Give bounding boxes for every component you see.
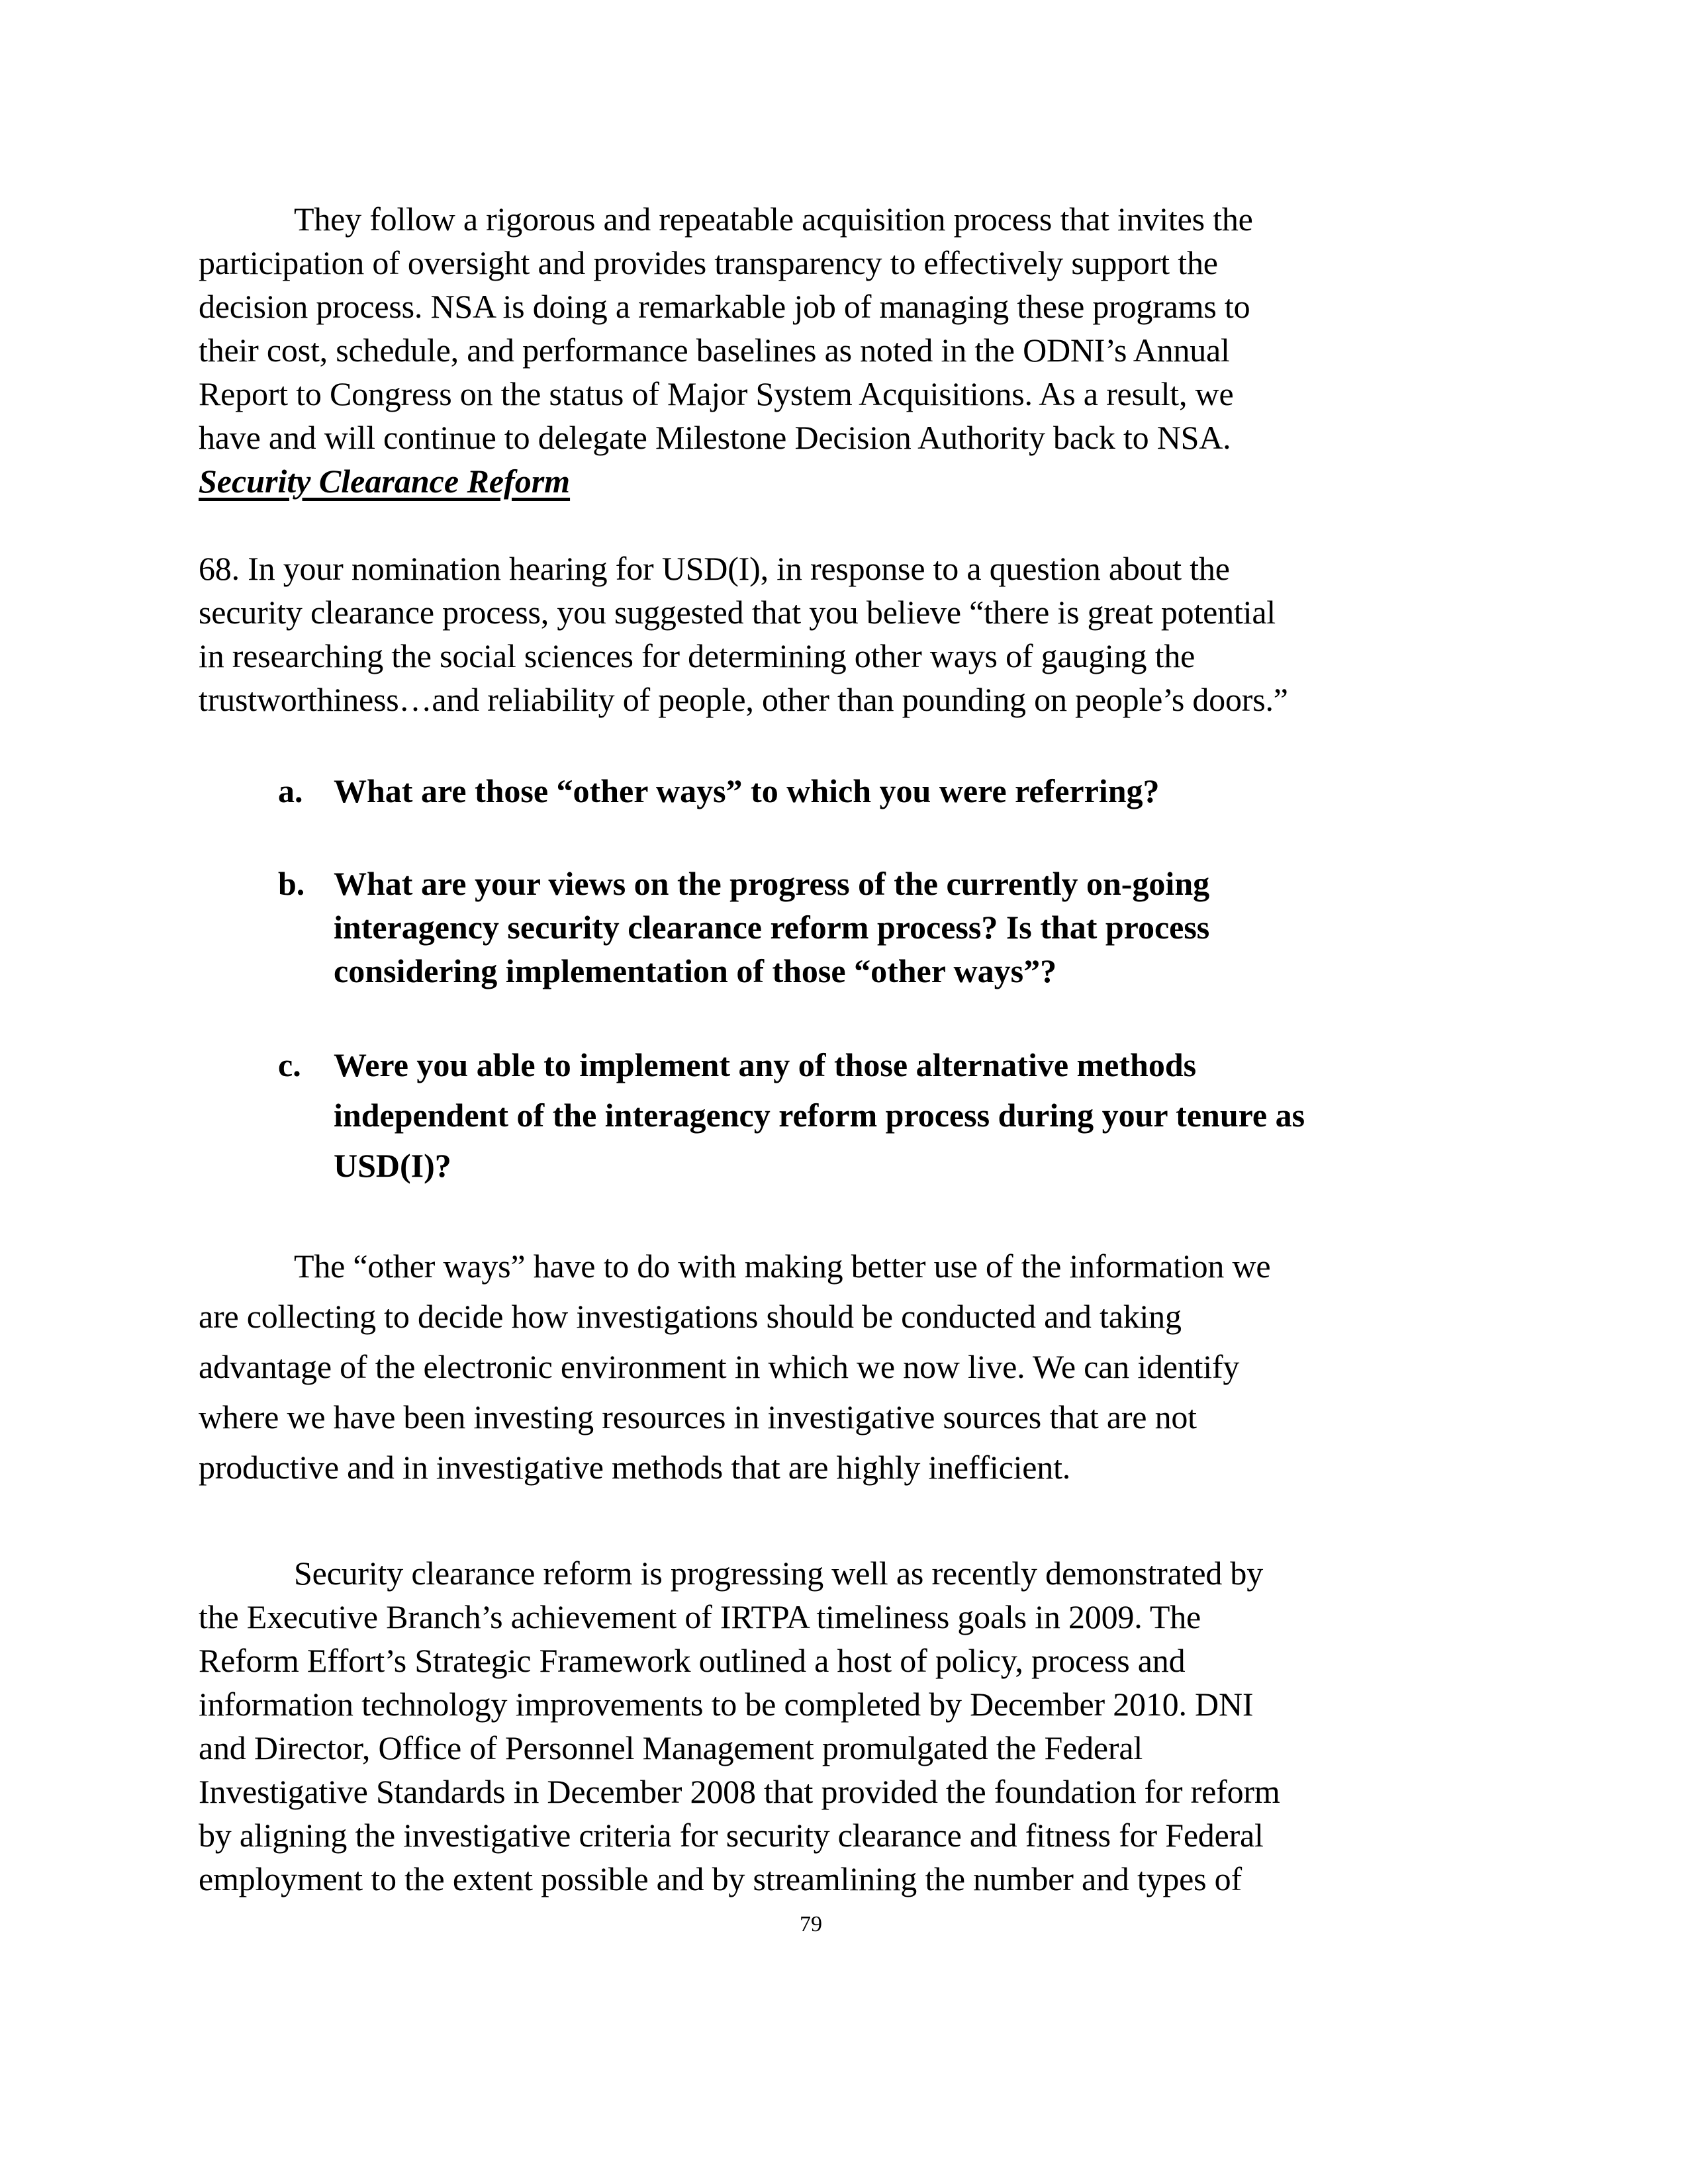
text-line: the Executive Branch’s achievement of IRTPA timeliness goals in 2009. The (199, 1598, 1201, 1635)
text-line: their cost, schedule, and performance baselines as noted in the ODNI’s Annual (199, 332, 1230, 369)
text-line: They follow a rigorous and repeatable acquisition process that invites the (294, 201, 1253, 238)
text-line: employment to the extent possible and by streamlining the number and types of (199, 1860, 1242, 1897)
sub-question-line: considering implementation of those “other ways”? (334, 952, 1057, 989)
text-line: by aligning the investigative criteria for security clearance and fitness for Federal (199, 1817, 1264, 1854)
text-line: Report to Congress on the status of Major System Acquisitions. As a result, we (199, 375, 1234, 412)
sub-question-line: Were you able to implement any of those alternative methods (334, 1046, 1197, 1083)
sub-question-line: USD(I)? (334, 1147, 451, 1184)
text-line: productive and in investigative methods that are highly inefficient. (199, 1449, 1071, 1486)
text-line: Reform Effort’s Strategic Framework outlined a host of policy, process and (199, 1642, 1186, 1679)
text-line: Investigative Standards in December 2008 that provided the foundation for reform (199, 1773, 1280, 1810)
text-line: advantage of the electronic environment in which we now live. We can identify (199, 1348, 1240, 1385)
text-line: decision process. NSA is doing a remarkable job of managing these programs to (199, 288, 1250, 325)
sub-question-marker: b. (278, 865, 305, 902)
text-line: and Director, Office of Personnel Management promulgated the Federal (199, 1729, 1143, 1766)
question-line: trustworthiness…and reliability of people, other than pounding on people’s doors.” (199, 681, 1288, 718)
sub-question-line: interagency security clearance reform process? Is that process (334, 909, 1210, 946)
sub-question-line: independent of the interagency reform process during your tenure as (334, 1097, 1305, 1134)
page-number: 79 (800, 1912, 822, 1936)
text-line: are collecting to decide how investigations should be conducted and taking (199, 1298, 1182, 1335)
sub-question-line: What are your views on the progress of the currently on-going (334, 865, 1210, 902)
question-line: 68. In your nomination hearing for USD(I), in response to a question about the (199, 550, 1230, 587)
text-line: Security clearance reform is progressing well as recently demonstrated by (294, 1555, 1264, 1592)
text-line: participation of oversight and provides transparency to effectively support the (199, 244, 1218, 281)
text-line: information technology improvements to be completed by December 2010. DNI (199, 1686, 1254, 1723)
sub-question-marker: a. (278, 772, 303, 809)
text-line: where we have been investing resources in investigative sources that are not (199, 1398, 1197, 1435)
text-line: The “other ways” have to do with making better use of the information we (294, 1248, 1271, 1285)
section-heading: Security Clearance Reform (199, 463, 571, 500)
text-line: have and will continue to delegate Milestone Decision Authority back to NSA. (199, 419, 1231, 456)
sub-question-marker: c. (278, 1046, 301, 1083)
question-line: security clearance process, you suggested that you believe “there is great potential (199, 594, 1276, 631)
sub-question-line: What are those “other ways” to which you were referring? (334, 772, 1160, 809)
question-line: in researching the social sciences for determining other ways of gauging the (199, 637, 1196, 674)
